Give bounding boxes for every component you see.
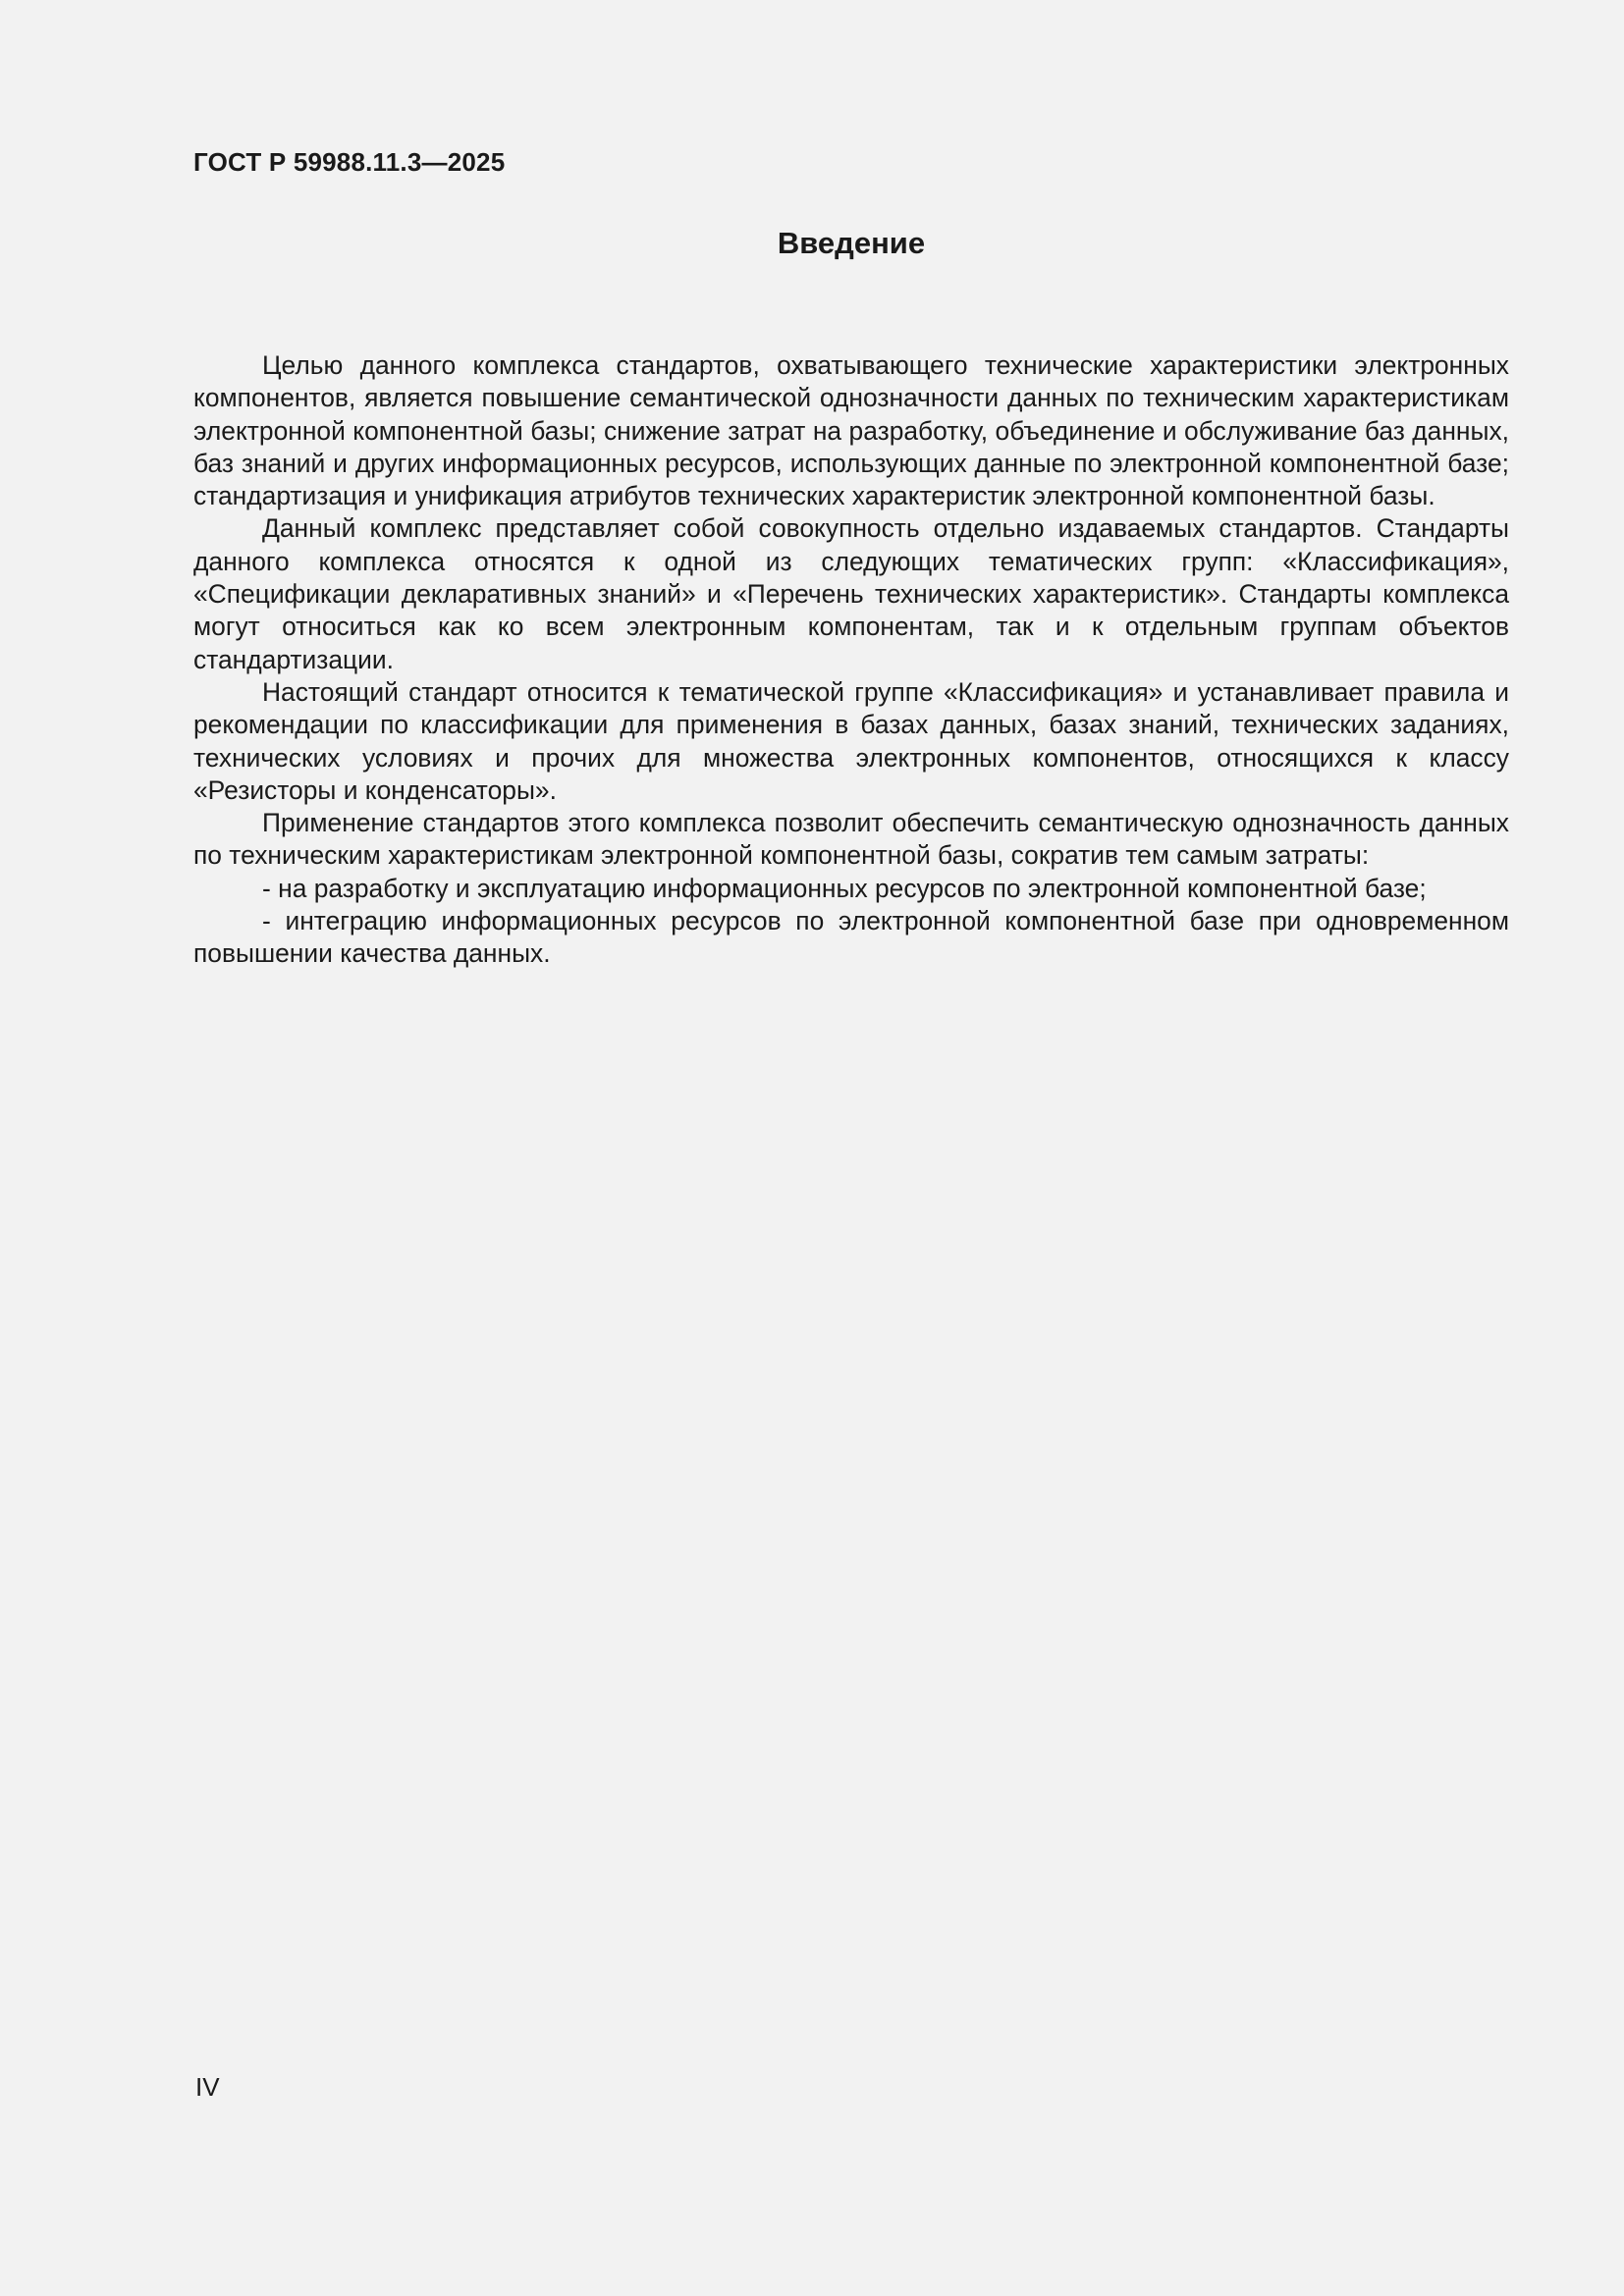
section-title: Введение [777,226,926,260]
document-code-header: ГОСТ Р 59988.11.3—2025 [193,147,506,177]
paragraph-scope: Настоящий стандарт относится к тематической группе «Классификация» и устанавливает правила и рекомендации по классификации для применения в базах данных, базах знаний, технических заданиях, технических условиях и прочих для множества электронных компонентов, относящихся к классу «Резисторы и конденсаторы». [193,676,1509,805]
paragraph-purpose: Целью данного комплекса стандартов, охватывающего технические характеристики электронных компонентов, является повышение семантической однозначности данных по техническим характеристикам электронной компонентной базы; снижение затрат на разработку, объединение и обслуживание баз данных, баз знаний и других информационных ресурсов, использующих данные по электронной компонентной базе; стандартизация и унификация атрибутов технических характеристик электронной компонентной базы. [193,350,1509,511]
paragraph-benefits: Применение стандартов этого комплекса позволит обеспечить семантическую однозначность данных по техническим характеристикам электронной компонентной базы, сократив тем самым затраты: [193,808,1509,871]
page-number: IV [195,2072,220,2102]
list-item: - на разработку и эксплуатацию информационных ресурсов по электронной компонентной базе; [262,873,1427,903]
introduction-body [193,349,1509,971]
paragraph-composition: Данный комплекс представляет собой совокупность отдельно издаваемых стандартов. Стандарты данного комплекса относятся к одной из следующих тематических групп: «Классификация», «Спецификации декларативных знаний» и «Перечень технических характеристик». Стандарты комплекса могут относиться как ко всем электронным компонентам, так и к отдельным группам объектов стандартизации. [193,513,1509,674]
list-item: - интеграцию информационных ресурсов по электронной компонентной базе при одновременном повышении качества данных. [193,906,1509,969]
